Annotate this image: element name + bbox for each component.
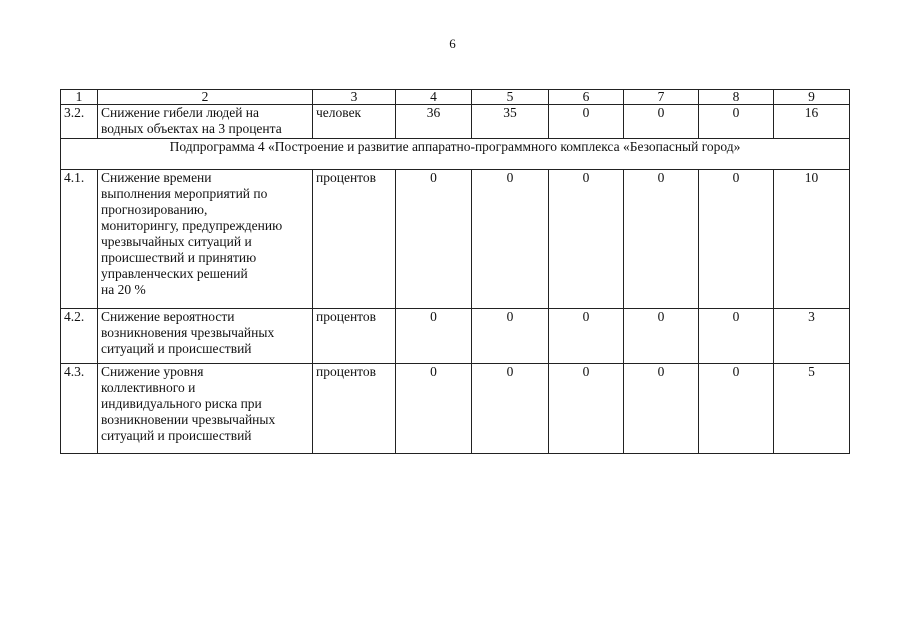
description-line: Снижение вероятности [101, 309, 235, 324]
value-cell: 0 [396, 364, 472, 454]
value-cell: 0 [624, 309, 699, 364]
table-row [61, 364, 850, 454]
description-line: Снижение времени [101, 170, 212, 185]
column-header: 5 [472, 90, 549, 105]
value-cell: 0 [472, 170, 549, 309]
table-row [61, 105, 850, 139]
value-cell: 3 [774, 309, 850, 364]
description-line: ситуаций и происшествий [101, 428, 252, 443]
description-line: индивидуального риска при [101, 396, 262, 411]
row-unit: процентов [313, 309, 396, 364]
description-line: Снижение гибели людей на [101, 105, 260, 120]
subprogram-row [61, 139, 850, 170]
description-line: возникновения чрезвычайных [101, 325, 275, 340]
row-unit: процентов [313, 364, 396, 454]
column-header: 2 [98, 90, 313, 105]
description-line: на 20 % [101, 282, 146, 297]
column-header: 3 [313, 90, 396, 105]
row-unit: человек [313, 105, 396, 139]
description-line: коллективного и [101, 380, 196, 395]
column-number-row [61, 90, 850, 105]
row-number: 4.3. [61, 364, 98, 454]
description-line: Снижение уровня [101, 364, 204, 379]
description-line: выполнения мероприятий по [101, 186, 268, 201]
value-cell: 0 [699, 105, 774, 139]
description-line: ситуаций и происшествий [101, 341, 252, 356]
value-cell: 0 [624, 105, 699, 139]
column-header: 6 [549, 90, 624, 105]
column-header: 9 [774, 90, 850, 105]
description-line: управленческих решений [101, 266, 248, 281]
value-cell: 0 [624, 170, 699, 309]
value-cell: 0 [396, 170, 472, 309]
description-line: чрезвычайных ситуаций и [101, 234, 252, 249]
value-cell: 0 [699, 170, 774, 309]
value-cell: 16 [774, 105, 850, 139]
row-description [98, 309, 313, 364]
column-header: 1 [61, 90, 98, 105]
row-description [98, 364, 313, 454]
table-row [61, 170, 850, 309]
value-cell: 0 [549, 105, 624, 139]
value-cell: 0 [549, 309, 624, 364]
column-header: 7 [624, 90, 699, 105]
value-cell: 5 [774, 364, 850, 454]
value-cell: 0 [549, 364, 624, 454]
row-description [98, 105, 313, 139]
row-unit: процентов [313, 170, 396, 309]
value-cell: 0 [549, 170, 624, 309]
subprogram-title: Подпрограмма 4 «Построение и развитие аппаратно-программного комплекса «Безопасный город» [61, 139, 850, 170]
value-cell: 35 [472, 105, 549, 139]
value-cell: 0 [624, 364, 699, 454]
value-cell: 0 [472, 364, 549, 454]
value-cell: 0 [699, 309, 774, 364]
value-cell: 10 [774, 170, 850, 309]
column-header: 8 [699, 90, 774, 105]
page-number: 6 [449, 36, 456, 51]
value-cell: 0 [472, 309, 549, 364]
column-header: 4 [396, 90, 472, 105]
value-cell: 0 [396, 309, 472, 364]
row-number: 4.1. [61, 170, 98, 309]
description-line: происшествий и принятию [101, 250, 257, 265]
description-line: мониторингу, предупреждению [101, 218, 283, 233]
description-line: прогнозированию, [101, 202, 208, 217]
value-cell: 0 [699, 364, 774, 454]
value-cell: 36 [396, 105, 472, 139]
description-line: водных объектах на 3 процента [101, 121, 282, 136]
description-line: возникновении чрезвычайных [101, 412, 276, 427]
row-description [98, 170, 313, 309]
table-row [61, 309, 850, 364]
indicators-table [60, 89, 850, 454]
row-number: 4.2. [61, 309, 98, 364]
row-number: 3.2. [61, 105, 98, 139]
